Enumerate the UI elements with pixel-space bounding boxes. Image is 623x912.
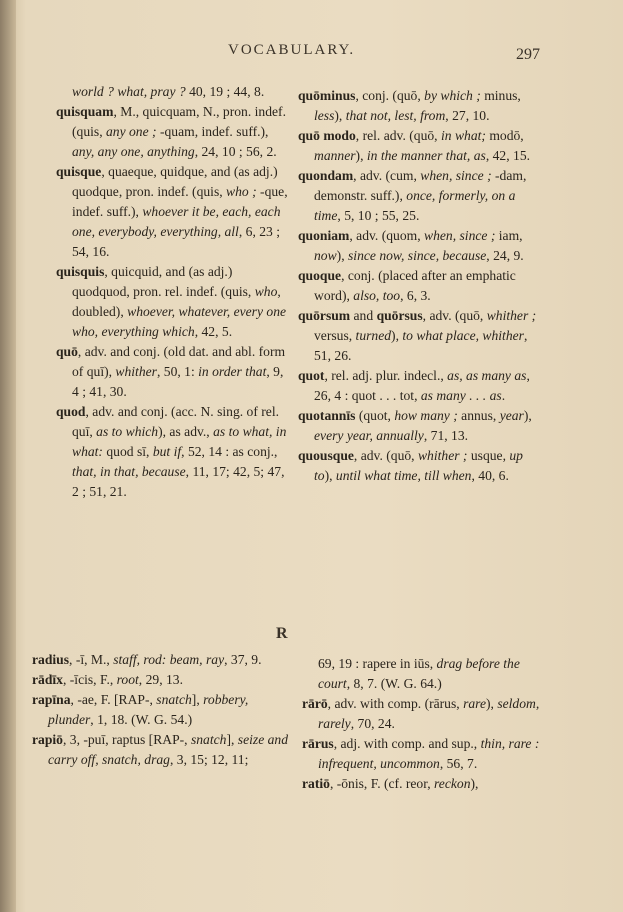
italic-gloss: as, as many as: [447, 368, 527, 383]
italic-gloss: until what time, till when: [335, 468, 472, 483]
italic-gloss: as to what, in what:: [72, 424, 287, 459]
vocabulary-entry: [298, 266, 544, 306]
headword: quō modo: [298, 128, 356, 143]
vocabulary-entry: [302, 694, 542, 734]
italic-gloss: whither ;: [486, 308, 537, 323]
entry-text: , 56, 7.: [439, 756, 478, 771]
italic-gloss: once, formerly, on a time: [314, 188, 516, 223]
entry-text: 69, 19 : rapere in iūs,: [318, 656, 437, 671]
entry-text: , 3, -puī, raptus [RAP-,: [62, 732, 191, 747]
headword: quōrsum: [298, 308, 351, 323]
headword: quousque: [298, 448, 354, 463]
italic-gloss: root: [116, 672, 139, 687]
entry-text: annus,: [457, 408, 500, 423]
entry-text: -dam, demonstr. suff.),: [314, 168, 527, 203]
entry-text: , rel. adv. (quō,: [355, 128, 441, 143]
entry-text: , adv. and conj. (acc. N. sing. of rel. quī,: [72, 404, 280, 439]
headword: quō: [56, 344, 78, 359]
entry-text: , 26, 4 : quot . . . tot,: [314, 368, 530, 403]
entry-text: , 51, 26.: [314, 328, 528, 363]
italic-gloss: who: [254, 284, 278, 299]
italic-gloss: year: [499, 408, 524, 423]
headword: rādīx: [32, 672, 63, 687]
entry-text: ),: [485, 696, 498, 711]
headword: rārō: [302, 696, 328, 711]
entry-text: , -īcis, F.,: [62, 672, 117, 687]
entry-text: , 27, 10.: [445, 108, 490, 123]
section-letter: R: [276, 625, 288, 642]
italic-gloss: robbery, plunder: [48, 692, 249, 727]
entry-text: ),: [324, 468, 336, 483]
left-column-top: [56, 82, 290, 502]
vocabulary-entry: [56, 262, 290, 342]
headword: quisque: [56, 164, 102, 179]
headword: rārus: [302, 736, 334, 751]
entry-text: iam,: [495, 228, 523, 243]
italic-gloss: drag before the court: [318, 656, 520, 691]
entry-text: , M., quicquam, N., pron. indef. (quis,: [72, 104, 286, 139]
italic-gloss: whither: [115, 364, 157, 379]
right-column-bottom: [302, 654, 542, 794]
entry-text: , doubled),: [72, 284, 281, 319]
entry-text: , conj. (placed after an emphatic word),: [314, 268, 516, 303]
italic-gloss: whoever, whatever, every one who, everything which: [72, 304, 287, 339]
italic-gloss: in what;: [440, 128, 486, 143]
vocabulary-entry: [298, 406, 544, 446]
entry-text: , 9, 4 ; 41, 30.: [72, 364, 284, 399]
entry-text: , 11, 17; 42, 5; 47, 2 ; 51, 21.: [72, 464, 285, 499]
italic-gloss: now: [314, 248, 337, 263]
italic-gloss: seldom, rarely: [318, 696, 540, 731]
italic-gloss: world ? what, pray ?: [72, 84, 186, 99]
headword: rapīna: [32, 692, 71, 707]
entry-text: versus,: [314, 328, 356, 343]
headword: radius: [32, 652, 70, 667]
entry-text: , 24, 9.: [486, 248, 524, 263]
italic-gloss: turned: [355, 328, 392, 343]
italic-gloss: manner: [314, 148, 356, 163]
running-head: VOCABULARY.: [228, 42, 356, 58]
headword: quōrsus: [376, 308, 423, 323]
italic-gloss: also, too: [353, 288, 401, 303]
entry-text: , 24, 10 ; 56, 2.: [194, 144, 277, 159]
entry-text: , 37, 9.: [224, 652, 262, 667]
entry-text: ),: [523, 408, 532, 423]
entry-text: , 42, 15.: [485, 148, 531, 163]
entry-text: ],: [191, 692, 204, 707]
italic-gloss: by which ;: [424, 88, 481, 103]
entry-text: -que, indef. suff.),: [72, 184, 288, 219]
entry-text: , adv. and conj. (old dat. and abl. form of quī),: [72, 344, 286, 379]
page-number: 297: [516, 46, 540, 63]
vocabulary-entry: [298, 226, 544, 266]
vocabulary-entry: [302, 774, 542, 794]
entry-text: minus,: [480, 88, 521, 103]
entry-text: modō,: [485, 128, 524, 143]
vocabulary-entry: [302, 734, 542, 774]
entry-continuation: [56, 82, 290, 102]
vocabulary-entry: [32, 690, 290, 730]
italic-gloss: as to which: [96, 424, 159, 439]
entry-text: , quicquid, and (as adj.) quodquod, pron. rel. indef. (quis,: [72, 264, 255, 299]
headword: quotannīs: [298, 408, 356, 423]
entry-text: , adj. with comp. and sup.,: [333, 736, 481, 751]
vocabulary-entry: [298, 446, 544, 486]
entry-text: usque,: [467, 448, 510, 463]
entry-text: , adv. (cum,: [353, 168, 421, 183]
vocabulary-entry: [298, 126, 544, 166]
italic-gloss: how many ;: [394, 408, 458, 423]
italic-gloss: thin, rare : infrequent, uncommon: [318, 736, 540, 771]
entry-text: , 6, 23 ; 54, 16.: [72, 224, 281, 259]
entry-text: ),: [391, 328, 403, 343]
vocabulary-entry: [56, 102, 290, 162]
italic-gloss: up to: [314, 448, 523, 483]
right-column-top: [298, 86, 544, 486]
italic-gloss: when, since ;: [424, 228, 496, 243]
vocabulary-entry: [56, 402, 290, 502]
italic-gloss: every year, annually: [314, 428, 424, 443]
entry-text: , 52, 14 : as conj.,: [181, 444, 278, 459]
italic-gloss: staff, rod: beam, ray: [113, 652, 225, 667]
entry-text: , -ōnis, F. (cf. reor,: [329, 776, 435, 791]
entry-text: .: [501, 388, 506, 403]
italic-gloss: that not, lest, from: [345, 108, 446, 123]
entry-text: and: [350, 308, 377, 323]
entry-text: quod sī,: [102, 444, 153, 459]
entry-text: ),: [336, 248, 348, 263]
italic-gloss: that, in that, because: [72, 464, 186, 479]
entry-text: , 5, 10 ; 55, 25.: [337, 208, 420, 223]
headword: quōminus: [298, 88, 356, 103]
italic-gloss: any, any one, anything: [72, 144, 195, 159]
italic-gloss: less: [314, 108, 335, 123]
headword: quoniam: [298, 228, 350, 243]
entry-text: ),: [355, 148, 367, 163]
entry-text: (quot,: [355, 408, 395, 423]
entry-text: , 71, 13.: [423, 428, 469, 443]
entry-text: , 8, 7. (W. G. 64.): [346, 676, 442, 691]
italic-gloss: to what place, whither: [402, 328, 524, 343]
entry-text: , adv. (quō,: [353, 448, 418, 463]
entry-text: , 29, 13.: [138, 672, 183, 687]
vocabulary-entry: [32, 650, 290, 670]
headword: quoque: [298, 268, 342, 283]
vocabulary-entry: [298, 366, 544, 406]
italic-gloss: rare: [463, 696, 486, 711]
entry-text: , adv. (quom,: [349, 228, 425, 243]
vocabulary-entry: [32, 670, 290, 690]
headword: rapiō: [32, 732, 63, 747]
headword: quisquam: [56, 104, 114, 119]
entry-text: -quam, indef. suff.),: [156, 124, 269, 139]
entry-text: , 50, 1:: [156, 364, 199, 379]
italic-gloss: as many . . . as: [420, 388, 502, 403]
entry-text: , 1, 18. (W. G. 54.): [90, 712, 193, 727]
headword: quisquis: [56, 264, 105, 279]
entry-text: , 3, 15; 12, 11;: [169, 752, 249, 767]
italic-gloss: whoever it be, each, each one, everybody, everything, all: [72, 204, 281, 239]
vocabulary-entry: [32, 730, 290, 770]
entry-text: , conj. (quō,: [355, 88, 425, 103]
book-spine-shadow: [0, 0, 16, 912]
headword: quod: [56, 404, 86, 419]
vocabulary-entry: [298, 306, 544, 366]
italic-gloss: any one ;: [105, 124, 157, 139]
italic-gloss: but if: [152, 444, 182, 459]
headword: quot: [298, 368, 325, 383]
entry-text: , adv. with comp. (rārus,: [327, 696, 464, 711]
entry-text: ],: [226, 732, 238, 747]
italic-gloss: snatch: [156, 692, 192, 707]
entry-text: , -ī, M.,: [69, 652, 114, 667]
entry-text: 40, 19 ; 44, 8.: [185, 84, 265, 99]
left-column-bottom: [32, 650, 290, 770]
entry-text: , 70, 24.: [350, 716, 395, 731]
entry-text: ),: [334, 108, 346, 123]
vocabulary-entry: [56, 162, 290, 262]
italic-gloss: reckon: [434, 776, 471, 791]
entry-text: , rel. adj. plur. indecl.,: [324, 368, 448, 383]
italic-gloss: in order that: [198, 364, 267, 379]
italic-gloss: since now, since, because: [348, 248, 487, 263]
entry-text: , 42, 5.: [194, 324, 233, 339]
italic-gloss: in the manner that, as: [366, 148, 486, 163]
italic-gloss: seize and carry off, snatch, drag: [48, 732, 289, 767]
entry-text: , quaeque, quidque, and (as adj.) quodque, pron. indef. (quis,: [72, 164, 278, 199]
entry-text: ), as adv.,: [158, 424, 214, 439]
entry-text: ),: [470, 776, 479, 791]
italic-gloss: who ;: [226, 184, 257, 199]
vocabulary-entry: [298, 166, 544, 226]
entry-text: , -ae, F. [RAP-,: [70, 692, 157, 707]
entry-text: , adv. (quō,: [422, 308, 487, 323]
italic-gloss: when, since ;: [420, 168, 492, 183]
vocabulary-entry: [298, 86, 544, 126]
italic-gloss: whither ;: [417, 448, 468, 463]
italic-gloss: snatch: [190, 732, 227, 747]
entry-text: , 6, 3.: [400, 288, 431, 303]
vocabulary-entry: [56, 342, 290, 402]
entry-text: , 40, 6.: [471, 468, 509, 483]
entry-continuation: [302, 654, 542, 694]
headword: quondam: [298, 168, 354, 183]
headword: ratiō: [302, 776, 330, 791]
